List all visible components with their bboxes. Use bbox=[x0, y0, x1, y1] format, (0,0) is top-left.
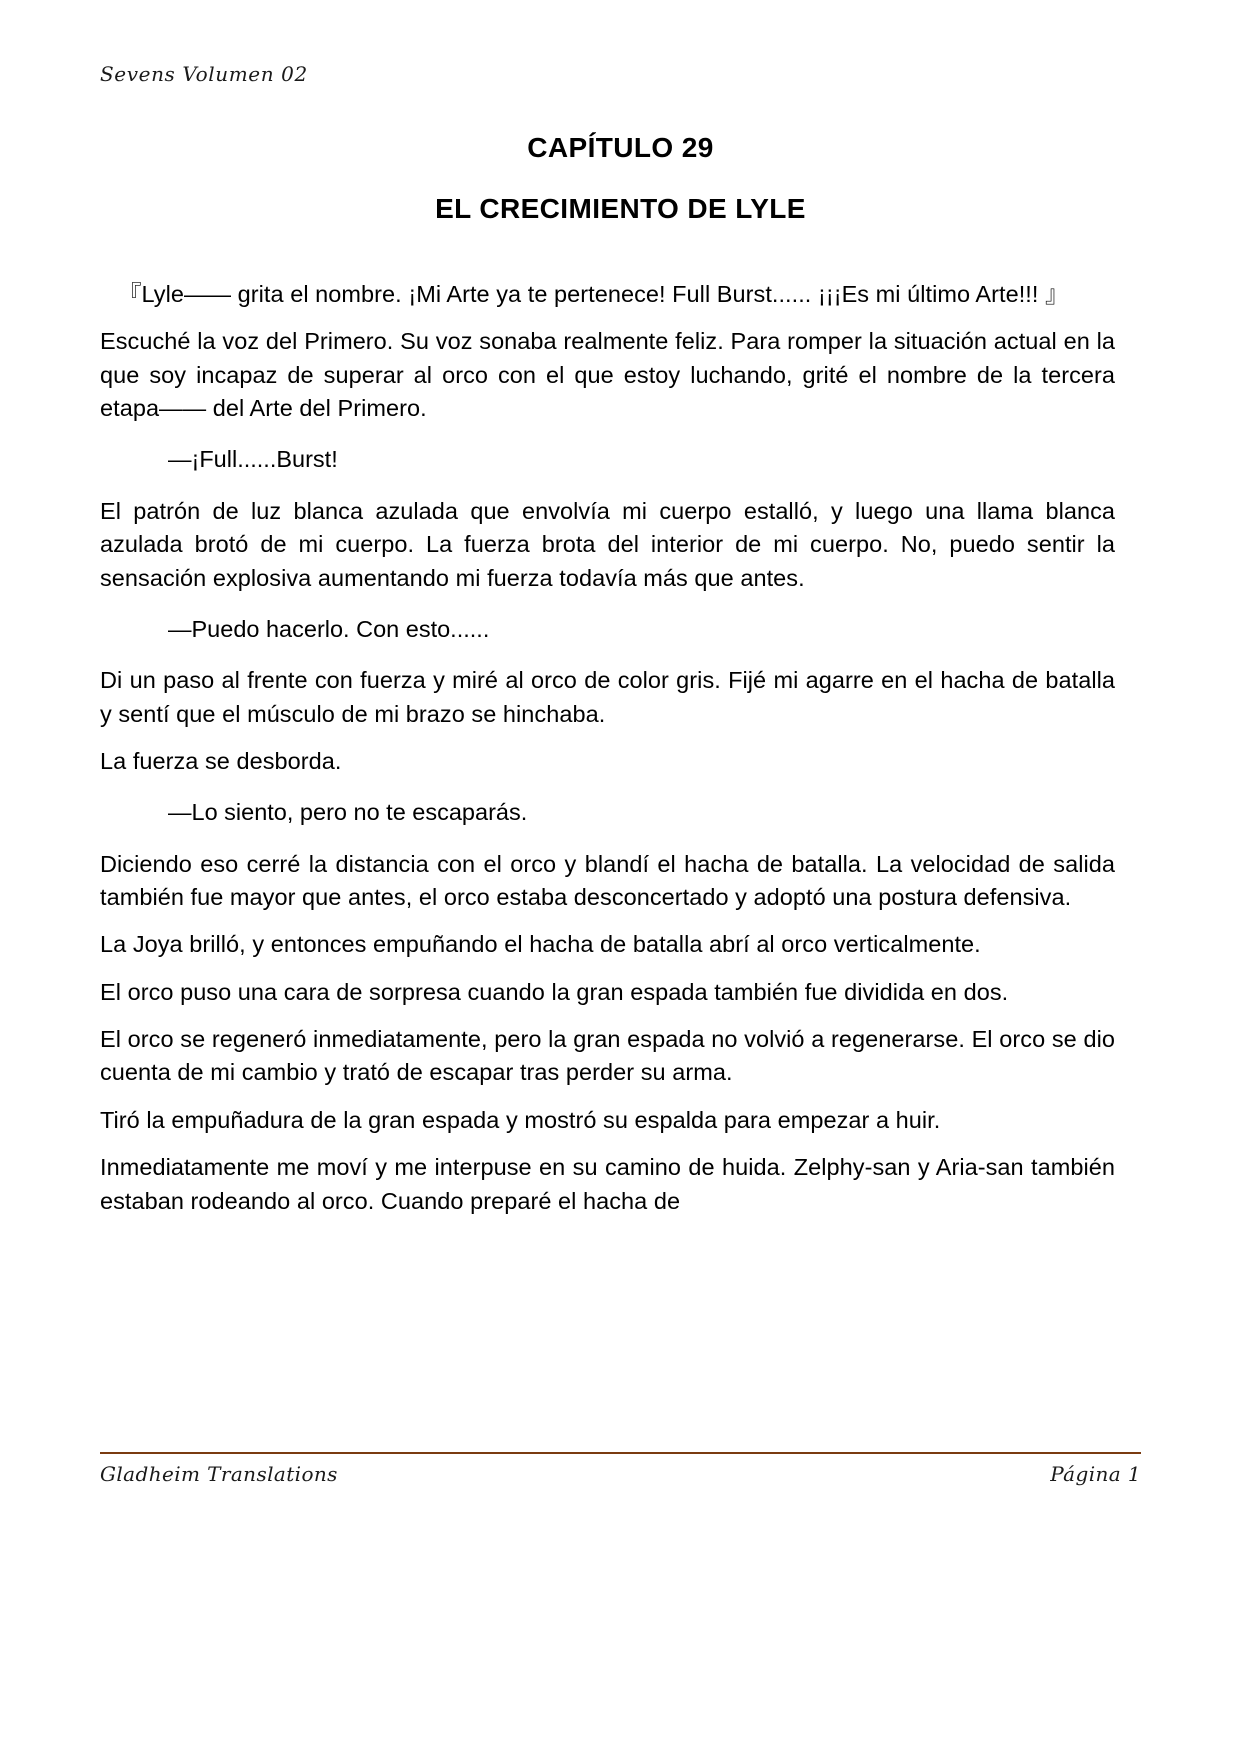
paragraph: Inmediatamente me moví y me interpuse en su camino de huida. Zelphy-san y Aria-san también estaban rodeando al orco. Cuando preparé el hacha de bbox=[100, 1154, 1115, 1214]
paragraph: La fuerza se desborda. bbox=[100, 747, 342, 774]
paragraph: Diciendo eso cerré la distancia con el orco y blandí el hacha de batalla. La velocidad de salida también fue mayor que antes, el orco estaba desconcertado y adoptó una postura defensiva. bbox=[100, 850, 1115, 911]
dialogue-line: —Puedo hacerlo. Con esto...... bbox=[168, 615, 490, 642]
footer-translator: Gladheim Translations bbox=[100, 1462, 338, 1486]
running-title: Sevens Volumen 02 bbox=[100, 62, 308, 86]
page-footer bbox=[100, 1452, 1141, 1486]
paragraph: Tiró la empuñadura de la gran espada y mostró su espalda para empezar a huir. bbox=[100, 1106, 941, 1133]
paragraph: Escuché la voz del Primero. Su voz sonaba realmente feliz. Para romper la situación actual en la que soy incapaz de superar al orco con el que estoy luchando, grité el nombre de la tercera etapa—— del Arte del Primero. bbox=[100, 328, 1115, 422]
footer-divider bbox=[100, 1452, 1141, 1454]
chapter-title: EL CRECIMIENTO DE LYLE bbox=[435, 193, 806, 224]
chapter-number: CAPÍTULO 29 bbox=[527, 132, 714, 163]
page-header bbox=[100, 62, 1141, 86]
paragraph: El patrón de luz blanca azulada que envolvía mi cuerpo estalló, y luego una llama blanca azulada brotó de mi cuerpo. La fuerza brota del interior de mi cuerpo. No, puedo sentir la sensación explosiva aumentando mi fuerza todavía más que antes. bbox=[100, 497, 1115, 591]
body-content bbox=[100, 278, 1115, 1232]
footer-row bbox=[100, 1462, 1141, 1486]
paragraph: El orco puso una cara de sorpresa cuando la gran espada también fue dividida en dos. bbox=[100, 978, 1009, 1005]
dialogue-line: —¡Full......Burst! bbox=[168, 446, 338, 473]
paragraph: El orco se regeneró inmediatamente, pero la gran espada no volvió a regenerarse. El orco se dio cuenta de mi cambio y trató de escapar tras perder su arma. bbox=[100, 1026, 1115, 1086]
paragraph: La Joya brilló, y entonces empuñando el hacha de batalla abrí al orco verticalmente. bbox=[100, 931, 981, 958]
paragraph: Di un paso al frente con fuerza y miré al orco de color gris. Fijé mi agarre en el hacha de batalla y sentí que el músculo de mi brazo se hinchaba. bbox=[100, 667, 1115, 727]
dialogue-line: —Lo siento, pero no te escaparás. bbox=[168, 799, 528, 826]
chapter-title-block bbox=[100, 130, 1141, 226]
page-number: Página 1 bbox=[1050, 1462, 1141, 1486]
paragraph-quote: 『Lyle—— grita el nombre. ¡Mi Arte ya te pertenece! Full Burst...... ¡¡¡Es mi último Arte!!! 』 bbox=[118, 281, 1069, 307]
